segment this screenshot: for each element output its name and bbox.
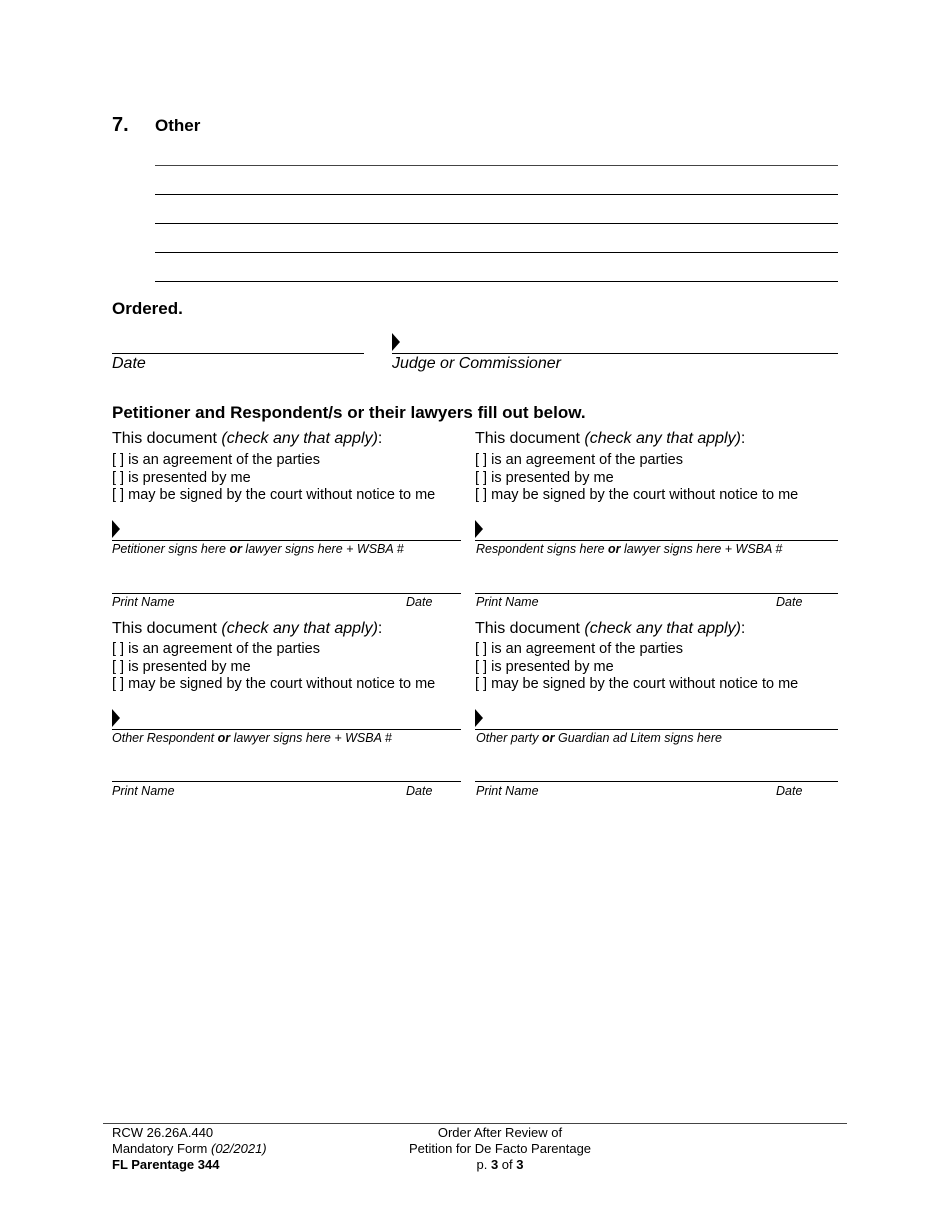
checkbox[interactable]: [ ] bbox=[475, 676, 488, 692]
other-respondent-option-agreement[interactable]: [ ] is an agreement of the parties bbox=[112, 641, 320, 657]
other-party-sign-arrow-icon bbox=[475, 709, 483, 727]
petitioner-option-presented[interactable]: [ ] is presented by me bbox=[112, 469, 251, 486]
checkbox[interactable]: [ ] bbox=[475, 469, 488, 486]
respondent-sign-arrow-icon bbox=[475, 520, 483, 538]
ordered-date-line[interactable] bbox=[112, 353, 364, 354]
respondent-option-agreement[interactable]: [ ] is an agreement of the parties bbox=[475, 452, 683, 468]
other-line-4[interactable] bbox=[155, 252, 838, 253]
other-party-date-label: Date bbox=[776, 784, 803, 798]
respondent-option-presented[interactable]: [ ] is presented by me bbox=[475, 469, 614, 486]
respondent-options bbox=[475, 452, 798, 505]
other-respondent-sign-arrow-icon bbox=[112, 709, 120, 727]
respondent-doc-head: This document (check any that apply): bbox=[475, 430, 746, 447]
other-party-print-name-label: Print Name bbox=[476, 784, 539, 798]
other-party-doc-head: This document (check any that apply): bbox=[475, 620, 746, 637]
footer-divider bbox=[103, 1123, 847, 1124]
petitioner-print-name-line[interactable] bbox=[112, 593, 461, 594]
other-respondent-option-presented[interactable]: [ ] is presented by me bbox=[112, 658, 251, 675]
checkbox[interactable]: [ ] bbox=[475, 658, 488, 675]
other-party-option-presented[interactable]: [ ] is presented by me bbox=[475, 658, 614, 675]
respondent-sign-caption: Respondent signs here or lawyer signs here + WSBA # bbox=[476, 542, 783, 556]
checkbox[interactable]: [ ] bbox=[112, 658, 125, 675]
other-respondent-date-label: Date bbox=[406, 784, 433, 798]
checkbox[interactable]: [ ] bbox=[475, 487, 488, 503]
other-line-5[interactable] bbox=[155, 281, 838, 282]
other-party-sign-caption: Other party or Guardian ad Litem signs here bbox=[476, 731, 722, 745]
section-title: Other bbox=[155, 116, 201, 135]
checkbox[interactable]: [ ] bbox=[112, 641, 125, 657]
checkbox[interactable]: [ ] bbox=[112, 469, 125, 486]
petitioner-signature-line[interactable] bbox=[112, 540, 461, 541]
other-respondent-print-name-line[interactable] bbox=[112, 781, 461, 782]
other-respondent-sign-caption: Other Respondent or lawyer signs here + WSBA # bbox=[112, 731, 392, 745]
petitioner-sign-arrow-icon bbox=[112, 520, 120, 538]
other-line-2[interactable] bbox=[155, 194, 838, 195]
judge-sign-arrow-icon bbox=[392, 333, 400, 351]
footer-center bbox=[350, 1125, 650, 1173]
footer-left bbox=[112, 1125, 267, 1173]
other-respondent-option-no-notice[interactable]: [ ] may be signed by the court without notice to me bbox=[112, 676, 436, 692]
section-number: 7. bbox=[112, 114, 129, 136]
other-line-1[interactable] bbox=[155, 165, 838, 166]
other-party-print-name-line[interactable] bbox=[475, 781, 838, 782]
footer-page-number: p. 3 of 3 bbox=[476, 1157, 524, 1172]
respondent-option-no-notice[interactable]: [ ] may be signed by the court without notice to me bbox=[475, 487, 799, 503]
footer-title-line2: Petition for De Facto Parentage bbox=[408, 1141, 592, 1156]
other-party-option-no-notice[interactable]: [ ] may be signed by the court without notice to me bbox=[475, 676, 799, 692]
respondent-print-name-label: Print Name bbox=[476, 595, 539, 609]
checkbox[interactable]: [ ] bbox=[112, 487, 125, 503]
footer-form-id: FL Parentage 344 bbox=[112, 1157, 220, 1172]
checkbox[interactable]: [ ] bbox=[475, 641, 488, 657]
petitioner-print-name-label: Print Name bbox=[112, 595, 175, 609]
petitioner-option-no-notice[interactable]: [ ] may be signed by the court without notice to me bbox=[112, 487, 436, 503]
ordered-date-label: Date bbox=[112, 355, 146, 372]
respondent-signature-line[interactable] bbox=[475, 540, 838, 541]
other-respondent-options bbox=[112, 641, 435, 694]
other-party-option-agreement[interactable]: [ ] is an agreement of the parties bbox=[475, 641, 683, 657]
respondent-date-label: Date bbox=[776, 595, 803, 609]
parties-heading: Petitioner and Respondent/s or their lawyers fill out below. bbox=[112, 403, 586, 422]
checkbox[interactable]: [ ] bbox=[112, 452, 125, 468]
respondent-print-name-line[interactable] bbox=[475, 593, 838, 594]
judge-signature-line[interactable] bbox=[392, 353, 838, 354]
other-respondent-print-name-label: Print Name bbox=[112, 784, 175, 798]
petitioner-option-agreement[interactable]: [ ] is an agreement of the parties bbox=[112, 452, 320, 468]
petitioner-date-label: Date bbox=[406, 595, 433, 609]
other-party-signature-line[interactable] bbox=[475, 729, 838, 730]
other-respondent-doc-head: This document (check any that apply): bbox=[112, 620, 383, 637]
checkbox[interactable]: [ ] bbox=[475, 452, 488, 468]
other-party-options bbox=[475, 641, 798, 694]
judge-label: Judge or Commissioner bbox=[392, 355, 561, 372]
petitioner-sign-caption: Petitioner signs here or lawyer signs here + WSBA # bbox=[112, 542, 404, 556]
petitioner-doc-head: This document (check any that apply): bbox=[112, 430, 383, 447]
other-line-3[interactable] bbox=[155, 223, 838, 224]
other-respondent-signature-line[interactable] bbox=[112, 729, 461, 730]
ordered-heading: Ordered. bbox=[112, 299, 183, 318]
petitioner-options bbox=[112, 452, 435, 505]
checkbox[interactable]: [ ] bbox=[112, 676, 125, 692]
footer-title-line1: Order After Review of bbox=[437, 1125, 563, 1140]
footer-statute: RCW 26.26A.440 bbox=[112, 1125, 214, 1140]
footer-mandatory: Mandatory Form (02/2021) bbox=[112, 1141, 267, 1156]
